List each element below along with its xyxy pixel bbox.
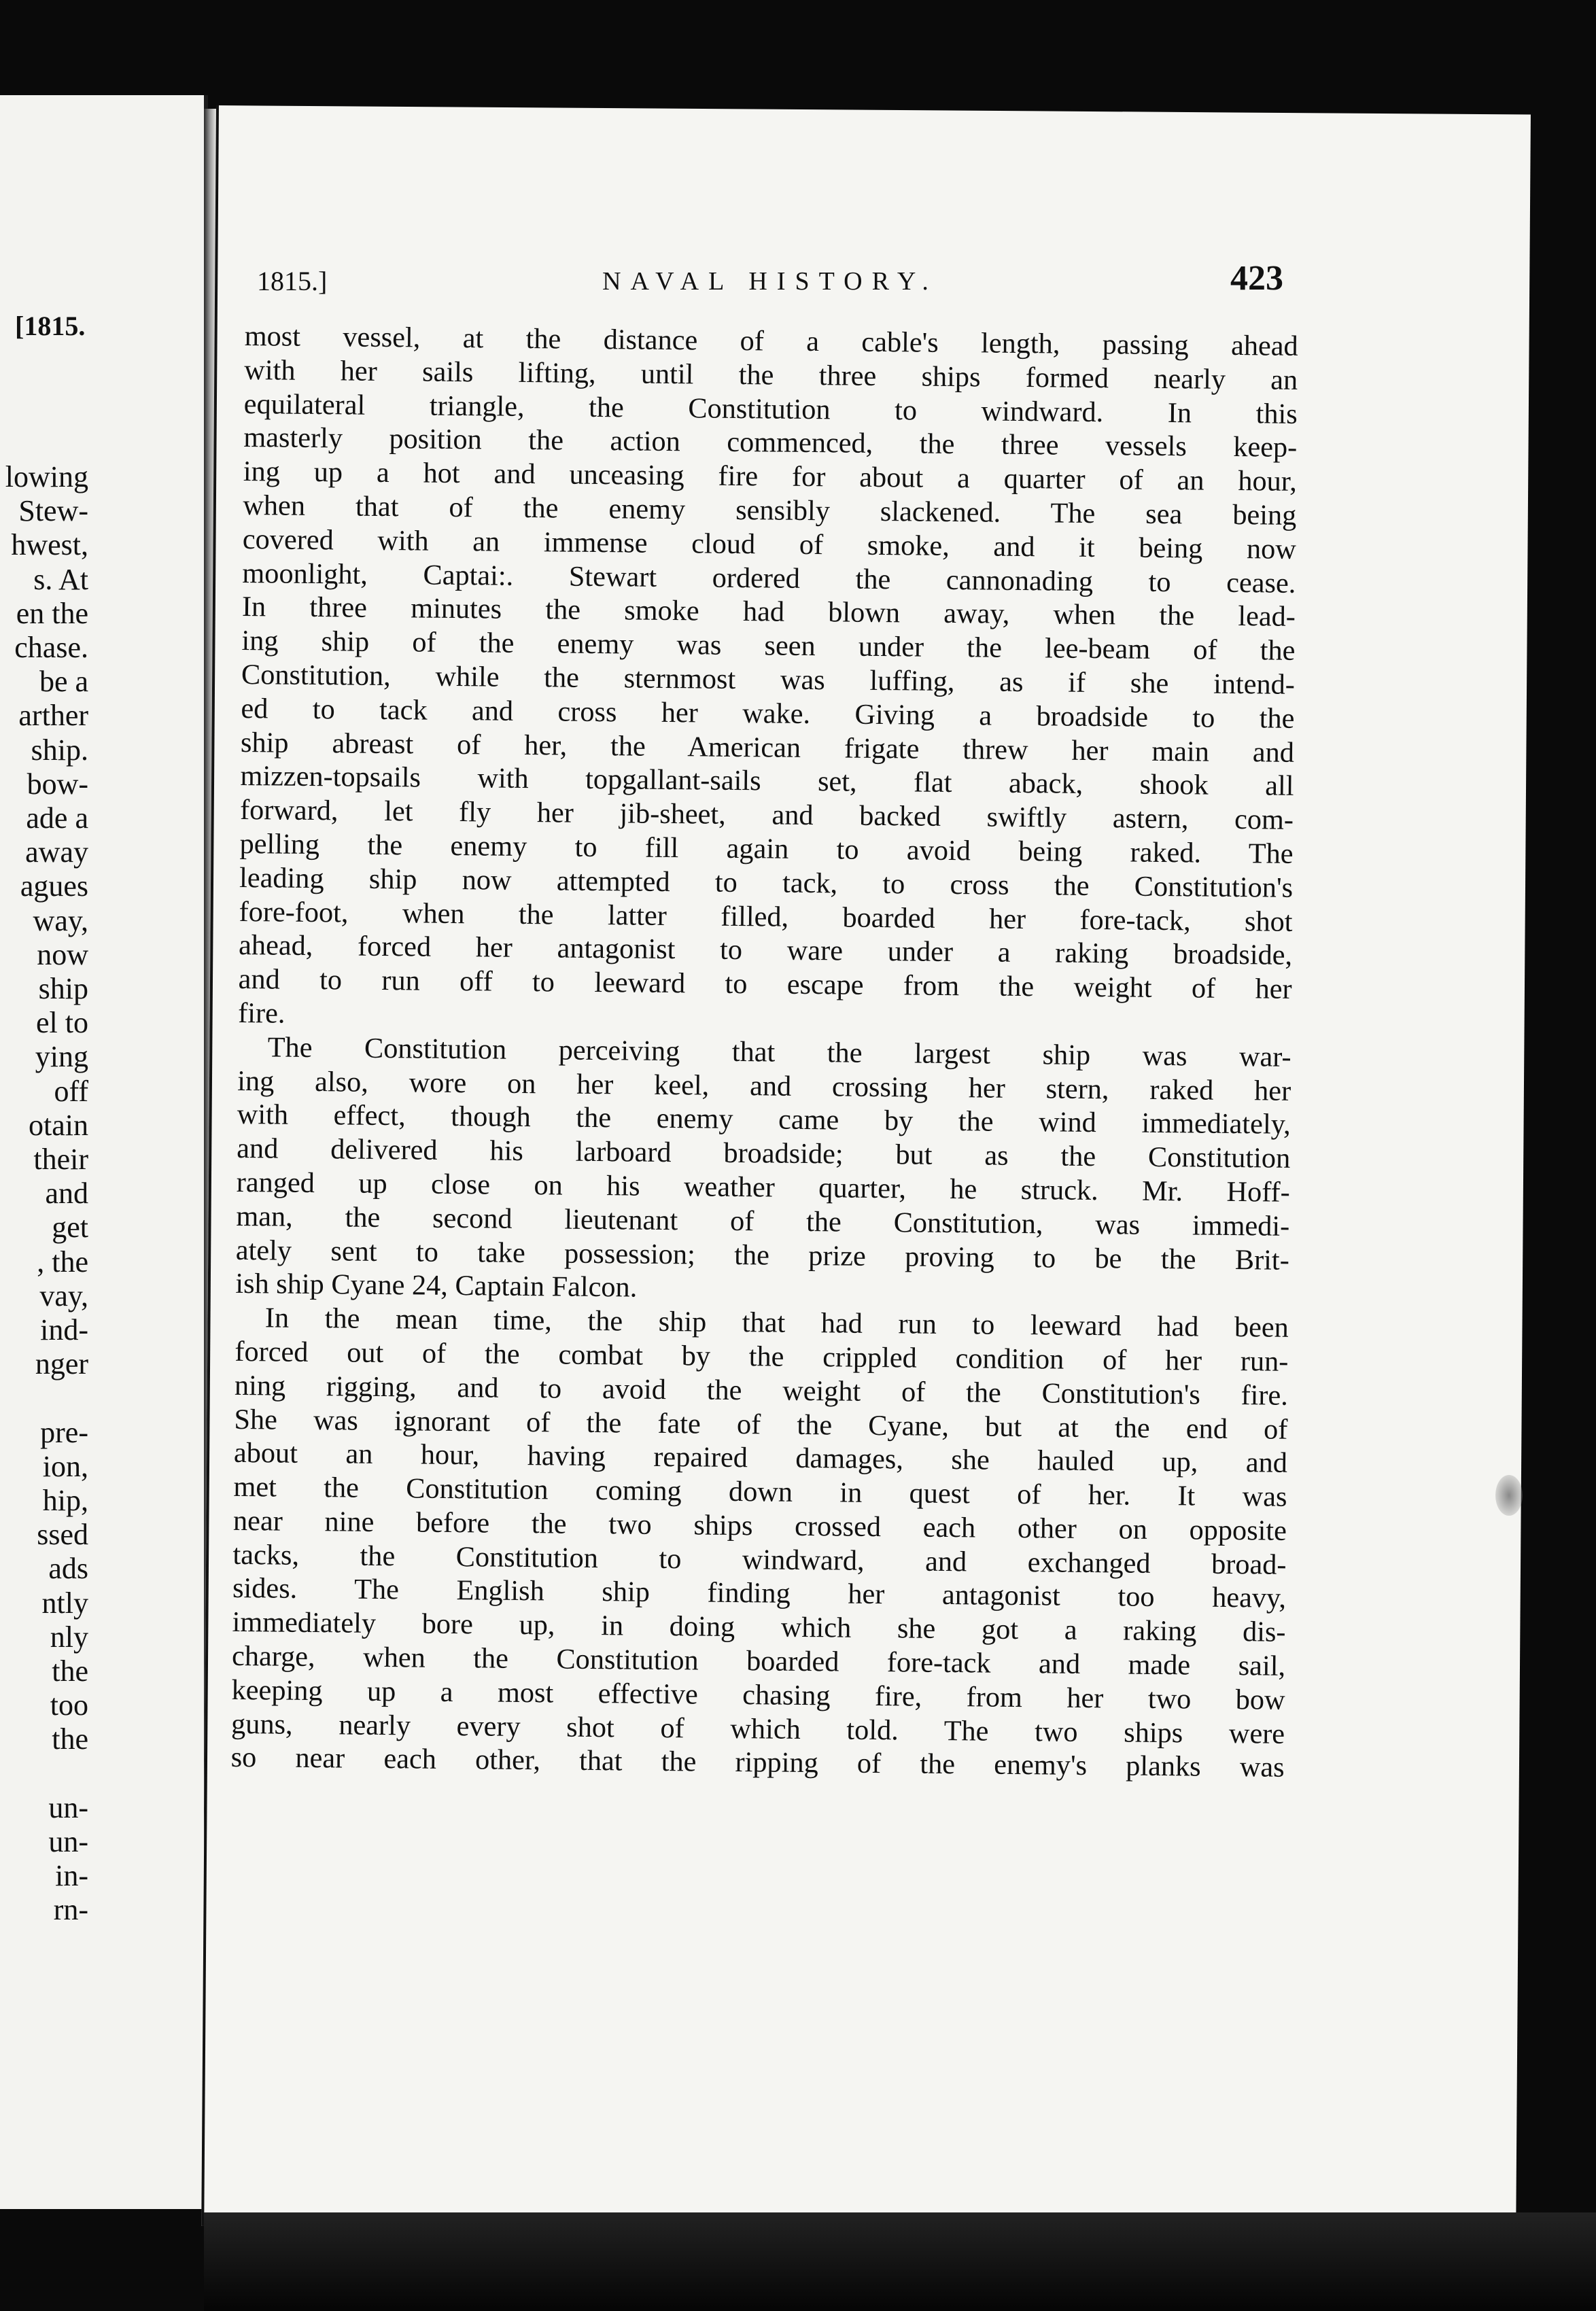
text-line: ning rigging, and to avoid the weight of the Constitution's fire. xyxy=(234,1369,1289,1412)
left-page-fragment: ship xyxy=(38,972,88,1005)
left-page-fragment: otain xyxy=(29,1108,88,1142)
left-page-year: [1815. xyxy=(15,311,86,341)
left-page-fragment: their xyxy=(33,1143,88,1176)
text-line: pelling the enemy to fill again to avoid being raked. The xyxy=(239,827,1294,870)
text-line: ed to tack and cross her wake. Giving a broadside to the xyxy=(241,692,1295,735)
left-page-fragment: now xyxy=(37,937,88,971)
text-line: ing ship of the enemy was seen under the lee-beam of the xyxy=(241,625,1296,667)
left-page-fragment: nger xyxy=(35,1347,88,1381)
text-line: ately sent to take possession; the prize proving to be the Brit- xyxy=(235,1234,1290,1276)
text-line: with her sails lifting, until the three ships formed nearly an xyxy=(244,353,1298,396)
left-page-fragment: chase. xyxy=(14,631,88,664)
text-line: about an hour, having repaired damages, she hauled up, and xyxy=(233,1437,1288,1480)
text-line: moonlight, Captai:. Stewart ordered the cannonading to cease. xyxy=(242,557,1296,600)
left-page-fragment: the xyxy=(52,1654,88,1688)
left-page-fragment: hwest, xyxy=(11,528,88,562)
left-page-fragment: Stew- xyxy=(18,494,88,528)
text-line: keeping up a most effective chasing fire, from her two bow xyxy=(231,1673,1285,1716)
text-line: fore-foot, when the latter filled, boarded her fore-tack, shot xyxy=(239,895,1293,938)
left-page-fragment: too xyxy=(50,1688,88,1722)
body-text xyxy=(230,319,1298,1785)
left-page-fragment: un- xyxy=(48,1825,88,1858)
left-page-fragment: ssed xyxy=(37,1518,88,1552)
text-line: ing up a hot and unceasing fire for about a quarter of an hour, xyxy=(243,455,1298,498)
left-page-fragment: bow- xyxy=(27,767,88,801)
text-line: and to run off to leeward to escape from the weight of her xyxy=(238,963,1292,1005)
text-line: ranged up close on his weather quarter, he struck. Mr. Hoff- xyxy=(236,1166,1290,1209)
left-page-fragment: arther xyxy=(18,699,88,733)
left-page-fragment: ship. xyxy=(31,733,88,767)
text-line: She was ignorant of the fate of the Cyane, but at the end of xyxy=(234,1403,1288,1446)
left-page-fragment: vay, xyxy=(39,1279,88,1313)
text-line: leading ship now attempted to tack, to cross the Constitution's xyxy=(239,861,1294,904)
text-line: fire. xyxy=(237,996,285,1030)
text-line: In three minutes the smoke had blown away, when the lead- xyxy=(241,591,1296,633)
text-line: Constitution, while the sternmost was luffing, as if she intend- xyxy=(241,658,1296,701)
left-page-fragment: be a xyxy=(39,665,88,699)
left-page-fragment: way, xyxy=(33,903,88,937)
left-page-fragment: el to xyxy=(36,1006,88,1040)
left-page-fragment: off xyxy=(54,1074,88,1108)
text-line: immediately bore up, in doing which she got a raking dis- xyxy=(232,1606,1286,1649)
header-year: 1815.] xyxy=(257,266,328,296)
left-page-fragment: ads xyxy=(48,1552,88,1586)
text-line: near nine before the two ships crossed each other on opposite xyxy=(232,1504,1287,1547)
page-smudge xyxy=(1495,1475,1523,1516)
left-page-fragment: ade a xyxy=(26,801,88,835)
left-page-fragment: un- xyxy=(48,1790,88,1824)
left-page-fragment: ntly xyxy=(41,1586,88,1620)
left-page-fragment: in- xyxy=(55,1859,88,1893)
text-line: ish ship Cyane 24, Captain Falcon. xyxy=(235,1268,638,1304)
text-line: charge, when the Constitution boarded fore-tack and made sail, xyxy=(231,1639,1286,1682)
header-title: NAVAL HISTORY. xyxy=(602,267,938,296)
text-line: tacks, the Constitution to windward, and exchanged broad- xyxy=(232,1538,1287,1581)
text-line: sides. The English ship finding her antagonist too heavy, xyxy=(232,1572,1287,1615)
left-page-fragment: the xyxy=(52,1722,88,1756)
text-line: mizzen-topsails with topgallant-sails set, flat aback, shook all xyxy=(240,760,1294,803)
left-page-fragment: away xyxy=(25,835,88,869)
left-page xyxy=(0,95,208,2209)
running-header xyxy=(257,258,1283,299)
left-page-fragment: rn- xyxy=(53,1893,88,1927)
left-page-fragment: agues xyxy=(20,869,88,903)
left-page-fragment: and xyxy=(45,1177,88,1211)
text-line: ahead, forced her antagonist to ware under a raking broadside, xyxy=(238,929,1293,972)
left-page-fragment: hip, xyxy=(42,1484,88,1517)
left-page-fragment: s. At xyxy=(33,562,88,596)
page-bottom-edge xyxy=(204,2212,1596,2311)
text-line: forward, let fly her jib-sheet, and backed swiftly astern, com- xyxy=(239,794,1294,837)
text-line: In the mean time, the ship that had run to leeward had been xyxy=(264,1302,1289,1344)
text-line: The Constitution perceiving that the largest ship was war- xyxy=(267,1031,1291,1073)
text-line: covered with an immense cloud of smoke, and it being now xyxy=(242,523,1297,566)
text-line: most vessel, at the distance of a cable's length, passing ahead xyxy=(244,319,1298,362)
left-page-fragment: ion, xyxy=(42,1449,88,1483)
text-line: and delivered his larboard broadside; but as the Constitution xyxy=(237,1132,1291,1175)
text-line: when that of the enemy sensibly slackened. The sea being xyxy=(243,489,1297,532)
left-page-fragment: en the xyxy=(16,596,88,630)
text-line: ship abreast of her, the American frigate threw her main and xyxy=(240,726,1295,769)
text-line: equilateral triangle, the Constitution to windward. In this xyxy=(243,387,1298,430)
left-page-fragment: pre- xyxy=(40,1415,88,1449)
left-page-fragment: lowing xyxy=(5,460,88,493)
left-page-fragment: ind- xyxy=(40,1313,88,1346)
text-line: man, the second lieutenant of the Constitution, was immedi- xyxy=(236,1200,1290,1243)
text-line: forced out of the combat by the crippled condition of her run- xyxy=(235,1335,1289,1378)
text-line: masterly position the action commenced, the three vessels keep- xyxy=(243,421,1298,464)
text-line: so near each other, that the ripping of the enemy's planks was xyxy=(230,1741,1285,1784)
text-line: with effect, though the enemy came by the wind immediately, xyxy=(237,1098,1291,1141)
text-line: met the Constitution coming down in quest of her. It was xyxy=(233,1471,1287,1513)
text-line: ing also, wore on her keel, and crossing her stern, raked her xyxy=(237,1064,1291,1107)
left-page-fragment: ying xyxy=(35,1040,88,1074)
page-number: 423 xyxy=(1230,259,1283,298)
left-page-fragment: nly xyxy=(50,1620,88,1654)
text-line: guns, nearly every shot of which told. The two ships were xyxy=(230,1707,1285,1750)
left-page-fragment: get xyxy=(52,1211,88,1245)
left-page-fragment: , the xyxy=(37,1245,88,1279)
